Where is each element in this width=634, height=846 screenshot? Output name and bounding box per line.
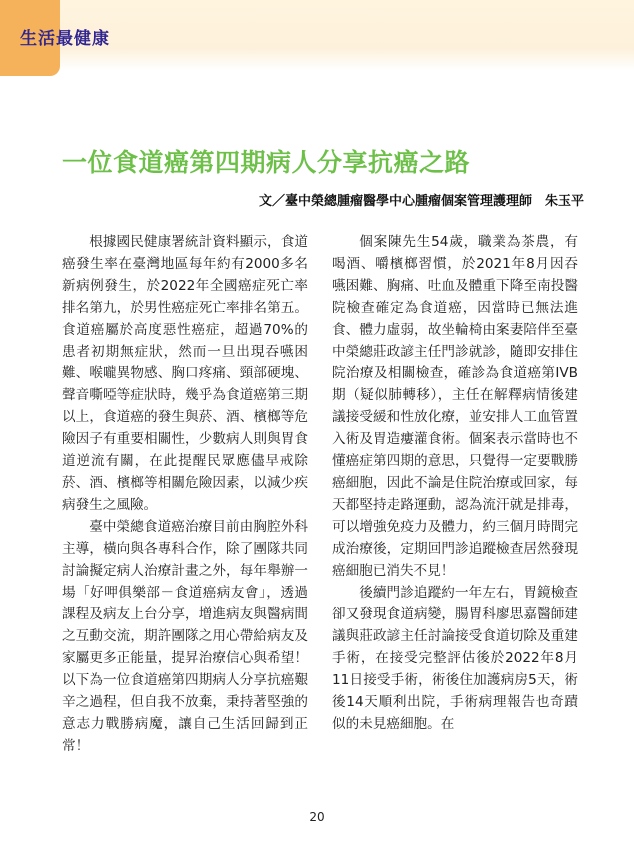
paragraph: 根據國民健康署統計資料顯示，食道癌發生率在臺灣地區每年約有2000多名新病例發生，於2022年全國癌症死亡率排名第九，於男性癌症死亡率排名第五。食道癌屬於高度惡性癌症，超過70%的患者初期無症狀，然而一旦出現吞嚥困難、喉嚨異物感、胸口疼痛、頸部硬塊、聲音嘶啞等症狀時，幾乎為食道癌第三期以上，食道癌的發生與菸、酒、檳榔等危險因子有重要相關性，少數病人則與胃食道逆流有關，在此提醒民眾應儘早戒除菸、酒、檳榔等相關危險因素，以減少疾病發生之風險。 bbox=[62, 234, 308, 513]
right-column bbox=[332, 232, 578, 736]
article-byline: 文／臺中榮總腫瘤醫學中心腫瘤個案管理護理師 朱玉平 bbox=[258, 194, 584, 209]
page-number: 20 bbox=[309, 810, 325, 824]
left-column bbox=[62, 232, 308, 758]
paragraph: 臺中榮總食道癌治療目前由胸腔外科主導，橫向與各專科合作，除了團隊共同討論擬定病人治療計畫之外，每年舉辦一場「好呷俱樂部－食道癌病友會」，透過課程及病友上台分享，增進病友與醫病間之互動交流，期許團隊之用心帶給病友及家屬更多正能量，提昇治療信心與希望！以下為一位食道癌第四期病人分享抗癌艱辛之過程，但自我不放棄，秉持著堅強的意志力戰勝病魔，讓自己生活回歸到正常！ bbox=[62, 518, 308, 754]
paragraph: 後續門診追蹤約一年左右，胃鏡檢查卻又發現食道病變，腸胃科廖思嘉醫師建議與莊政諺主任討論接受食道切除及重建手術，在接受完整評估後於2022年8月11日接受手術，術後住加護病房5天，術後14天順利出院，手術病理報告也奇蹟似的未見癌細胞。在 bbox=[332, 584, 578, 732]
section-label: 生活最健康 bbox=[20, 29, 110, 49]
article-title: 一位食道癌第四期病人分享抗癌之路 bbox=[62, 148, 471, 177]
paragraph: 個案陳先生54歲，職業為茶農，有喝酒、嚼檳榔習慣，於2021年8月因吞嚥困難、胸痛、吐血及體重下降至南投醫院檢查確定為食道癌，因當時已無法進食、體力虛弱，故坐輪椅由案妻陪伴至臺中榮總莊政諺主任門診就診，隨即安排住院治療及相關檢查，確診為食道癌第IVB期（疑似肺轉移），主任在解釋病情後建議接受緩和性放化療，並安排人工血管置入術及胃造瘻灌食術。個案表示當時也不懂癌症第四期的意思，只覺得一定要戰勝癌細胞，因此不論是住院治療或回家，每天都堅持走路運動，認為流汗就是排毒，可以增強免疫力及體力，約三個月時間完成治療後，定期回門診追蹤檢查居然發現癌細胞已消失不見！ bbox=[332, 234, 578, 579]
